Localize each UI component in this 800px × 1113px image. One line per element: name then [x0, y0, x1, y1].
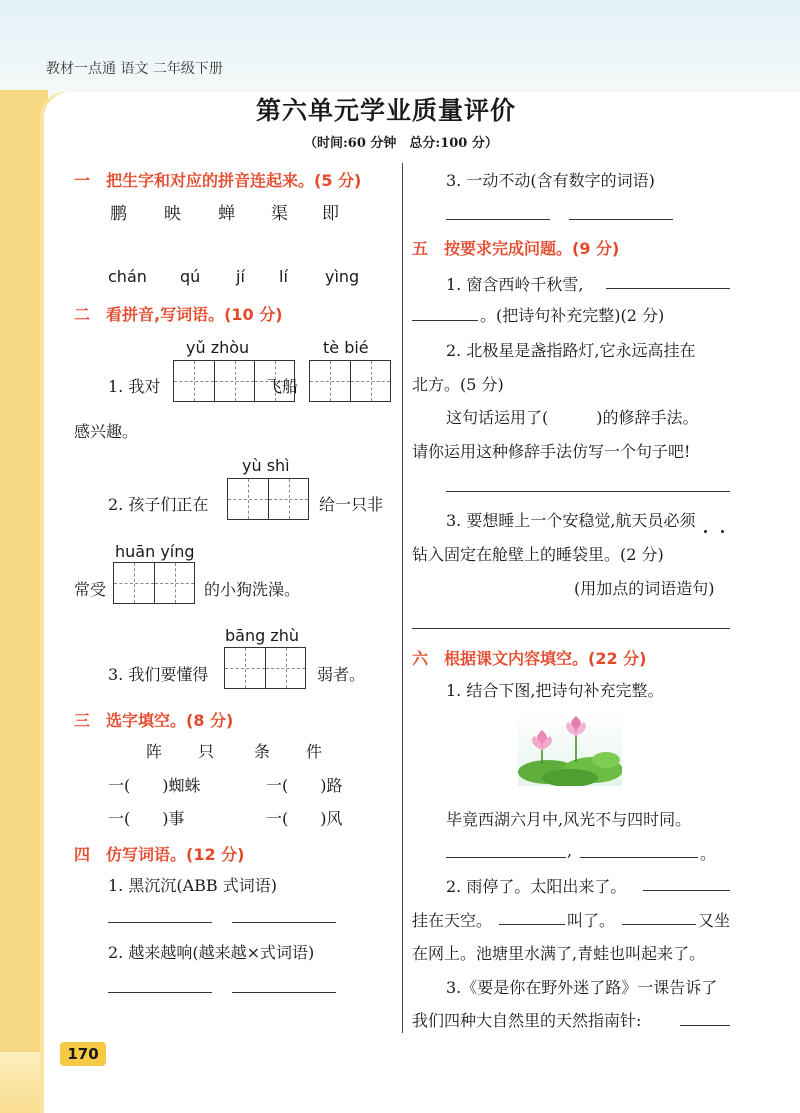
answer-line[interactable]	[108, 922, 212, 923]
s6-period: 。	[700, 844, 717, 863]
s2-q3-text: 3. 我们要懂得	[108, 665, 209, 684]
emphasis-dot	[704, 530, 707, 533]
book-series-label: 教材一点通 语文 二年级下册	[46, 61, 223, 77]
s3-item[interactable]: 一( )路	[266, 776, 343, 795]
left-page-edge	[0, 90, 48, 1113]
s2-q3-text: 弱者。	[317, 665, 366, 684]
s2-q2-text: 2. 孩子们正在	[108, 495, 209, 514]
section-5-heading: 五 按要求完成问题。(9 分)	[412, 239, 620, 258]
answer-line[interactable]	[446, 219, 550, 220]
answer-line[interactable]	[569, 219, 673, 220]
s1-pinyin: yìng	[325, 267, 360, 286]
s2-q2-pinyin2: huān yíng	[115, 542, 195, 561]
s1-char: 渠	[271, 204, 288, 224]
s3-option: 只	[198, 742, 215, 761]
s2-q1-pinyin-b: tè bié	[323, 338, 369, 357]
s5-q2b: 北方。(5 分)	[412, 375, 504, 394]
answer-line[interactable]	[412, 628, 730, 629]
s5-q1a: 1. 窗含西岭千秋雪,	[446, 275, 584, 294]
answer-line[interactable]	[232, 922, 336, 923]
s1-pinyin: lí	[279, 267, 288, 286]
page-subtitle: （时间:60 分钟 总分:100 分）	[304, 136, 498, 151]
s1-pinyin: jí	[236, 267, 245, 286]
s4-q3: 3. 一动不动(含有数字的词语)	[446, 171, 655, 190]
s2-q2-pinyin: yù shì	[242, 456, 290, 475]
section-1-heading: 一 把生字和对应的拼音连起来。(5 分)	[74, 171, 362, 190]
s5-q3c: (用加点的词语造句)	[574, 579, 715, 598]
tianzige-grid[interactable]	[309, 360, 391, 402]
s6-q2c: 在网上。池塘里水满了,青蛙也叫起来了。	[412, 944, 706, 963]
tianzige-grid[interactable]	[224, 647, 306, 689]
lotus-illustration	[518, 712, 622, 786]
s3-item[interactable]: 一( )风	[266, 809, 343, 828]
s2-q1-pinyin-a: yǔ zhòu	[186, 338, 250, 357]
page-number: 170	[60, 1042, 106, 1066]
emphasis-dot	[721, 530, 724, 533]
s6-comma: ,	[567, 841, 573, 860]
page-title: 第六单元学业质量评价	[256, 96, 517, 125]
s3-option: 件	[306, 742, 323, 761]
s6-q2a: 2. 雨停了。太阳出来了。	[446, 877, 627, 896]
answer-line[interactable]	[580, 857, 698, 858]
s3-option: 阵	[146, 742, 163, 761]
s6-q2b: 叫了。	[567, 911, 616, 930]
s2-q3-pinyin: bāng zhù	[225, 626, 300, 645]
s1-char: 即	[322, 204, 339, 224]
s5-q3a: 3. 要想睡上一个安稳觉,航天员必须	[446, 511, 696, 530]
answer-line[interactable]	[606, 288, 730, 289]
s3-item[interactable]: 一( )事	[108, 809, 185, 828]
s1-char: 鹏	[110, 204, 127, 224]
s5-q3b: 钻入固定在舱壁上的睡袋里。(2 分)	[412, 545, 664, 564]
answer-line[interactable]	[232, 992, 336, 993]
s6-q2b: 挂在天空。	[412, 911, 493, 930]
section-2-heading: 二 看拼音,写词语。(10 分)	[74, 305, 283, 324]
s6-q2b: 又坐	[698, 911, 731, 930]
answer-line[interactable]	[643, 890, 730, 891]
answer-line[interactable]	[108, 992, 212, 993]
tianzige-grid[interactable]	[227, 478, 309, 520]
s2-q2-text: 给一只非	[319, 495, 384, 514]
s6-poem: 毕竟西湖六月中,风光不与四时同。	[446, 810, 692, 829]
s3-option: 条	[254, 742, 271, 761]
s6-q1: 1. 结合下图,把诗句补充完整。	[446, 681, 664, 700]
answer-line[interactable]	[622, 924, 696, 925]
s2-q2-text: 常受	[74, 580, 107, 599]
s2-q1-text: 感兴趣。	[74, 422, 139, 441]
s1-char: 蝉	[218, 204, 235, 224]
s4-q1: 1. 黑沉沉(ABB 式词语)	[108, 876, 277, 895]
s1-pinyin: chán	[108, 267, 147, 286]
s1-char: 映	[164, 204, 181, 224]
s2-q1-text: 飞船	[266, 377, 299, 396]
s1-pinyin: qú	[180, 267, 201, 286]
s4-q2: 2. 越来越响(越来越×式词语)	[108, 943, 315, 962]
s2-q2-text: 的小狗洗澡。	[204, 580, 301, 599]
s6-q3b: 我们四种大自然里的天然指南针:	[412, 1011, 642, 1030]
s2-q1-text: 1. 我对	[108, 377, 161, 396]
column-divider	[402, 163, 403, 1033]
s6-q3a: 3.《要是你在野外迷了路》一课告诉了	[446, 978, 718, 997]
s3-item[interactable]: 一( )蜘蛛	[108, 776, 201, 795]
section-4-heading: 四 仿写词语。(12 分)	[74, 845, 245, 864]
answer-line[interactable]	[412, 320, 478, 321]
s5-q2d: 请你运用这种修辞手法仿写一个句子吧!	[412, 442, 691, 461]
section-3-heading: 三 选字填空。(8 分)	[74, 711, 234, 730]
answer-line[interactable]	[446, 491, 730, 492]
answer-line[interactable]	[499, 924, 565, 925]
s5-q2c: 这句话运用了( )的修辞手法。	[446, 408, 699, 427]
answer-line[interactable]	[446, 857, 566, 858]
section-6-heading: 六 根据课文内容填空。(22 分)	[412, 649, 647, 668]
answer-line[interactable]	[680, 1025, 730, 1026]
tianzige-grid[interactable]	[113, 562, 195, 604]
s5-q2a: 2. 北极星是盏指路灯,它永远高挂在	[446, 341, 696, 360]
s5-q1b: 。(把诗句补充完整)(2 分)	[480, 306, 665, 325]
